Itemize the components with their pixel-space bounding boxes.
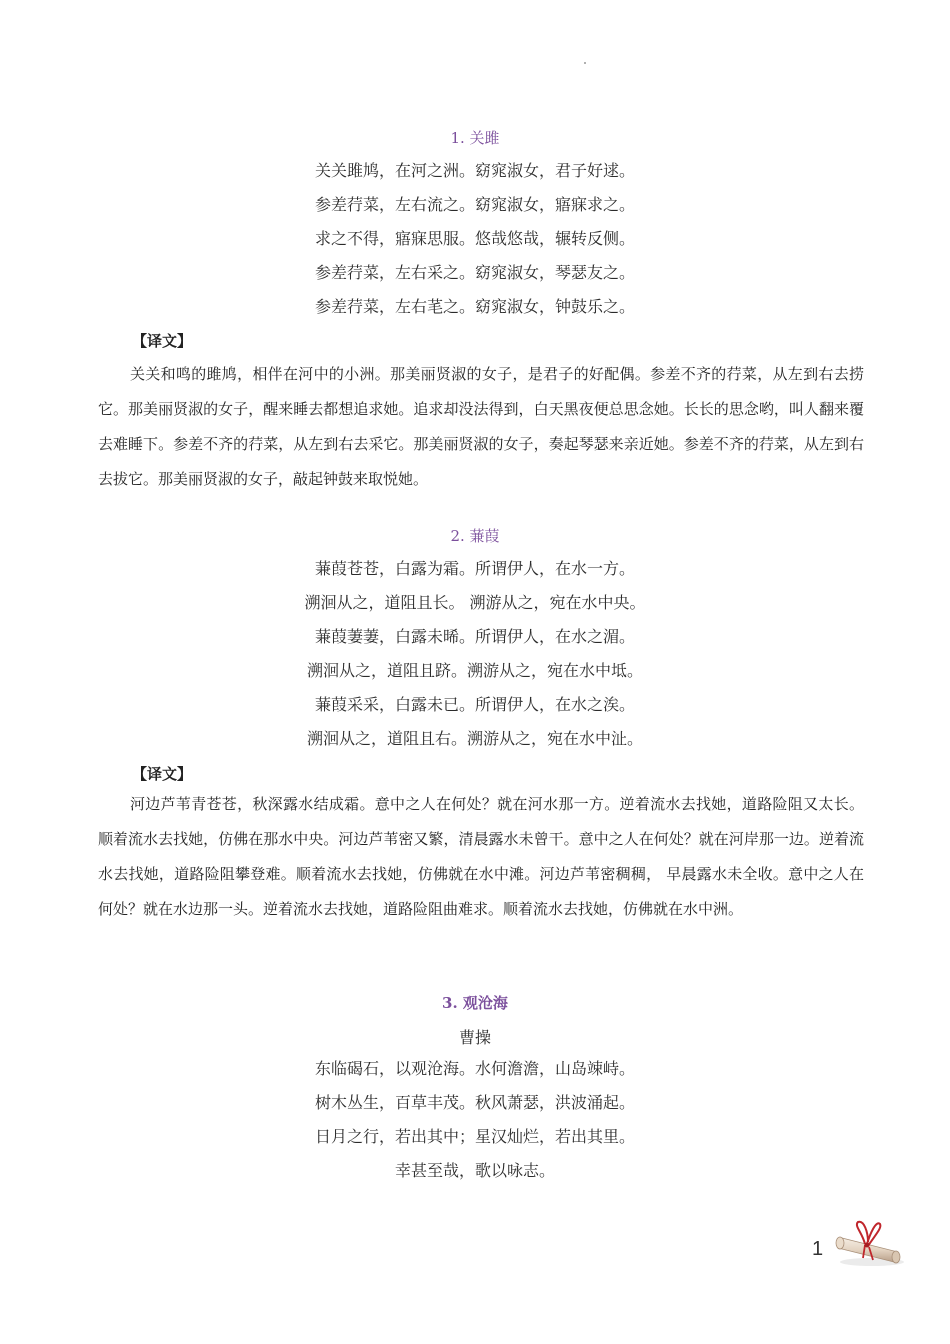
poem-title-guancanghai: 3. 观沧海 <box>442 994 508 1012</box>
header-dot <box>584 62 586 64</box>
poem-line: 蒹葭苍苍，白露为霜。所谓伊人，在水一方。 <box>314 559 635 578</box>
poem-line: 参差荇菜，左右芼之。窈窕淑女，钟鼓乐之。 <box>314 297 635 316</box>
poem-line: 蒹葭萋萋，白露未晞。所谓伊人，在水之湄。 <box>314 627 635 646</box>
poem-line: 关关雎鸠，在河之洲。窈窕淑女，君子好逑。 <box>314 161 635 180</box>
poem-line: 东临碣石，以观沧海。水何澹澹，山岛竦峙。 <box>314 1059 635 1078</box>
poem-body-jianjia <box>0 552 950 756</box>
page-number: 1 <box>812 1238 824 1260</box>
poem-line: 求之不得，寤寐思服。悠哉悠哉，辗转反侧。 <box>314 229 635 248</box>
poem-title-guanju: 1. 关雎 <box>450 129 500 147</box>
poem-line: 日月之行，若出其中；星汉灿烂，若出其里。 <box>314 1127 635 1146</box>
scroll-icon <box>832 1218 912 1268</box>
translation-label: 【译文】 <box>132 765 193 783</box>
poem-title-jianjia: 2. 蒹葭 <box>450 527 500 545</box>
poem-line: 参差荇菜，左右流之。窈窕淑女，寤寐求之。 <box>314 195 635 214</box>
poem-body-guancanghai <box>0 1052 950 1188</box>
poem-line: 溯洄从之，道阻且跻。溯游从之，宛在水中坻。 <box>306 661 643 680</box>
poem-line: 树木丛生，百草丰茂。秋风萧瑟，洪波涌起。 <box>314 1093 635 1112</box>
poem-line: 溯洄从之，道阻且右。溯游从之，宛在水中沚。 <box>306 729 643 748</box>
poem-author: 曹操 <box>458 1028 491 1047</box>
poem-body-guanju <box>0 154 950 324</box>
poem-line: 参差荇菜，左右采之。窈窕淑女，琴瑟友之。 <box>314 263 635 282</box>
poem-line: 幸甚至哉，歌以咏志。 <box>394 1161 555 1180</box>
translation-label: 【译文】 <box>132 332 193 350</box>
translation-text: 河边芦苇青苍苍，秋深露水结成霜。意中之人在何处？就在河水那一方。逆着流水去找她，道路险阻又太长。顺着流水去找她，仿佛在那水中央。河边芦苇密又繁，清晨露水未曾干。意中之人在何处？就在河岸那一边。逆着流水去找她，道路险阻攀登难。顺着流水去找她，仿佛就在水中滩。河边芦苇密稠稠， 早晨露水未全收。意中之人在何处？就在水边那一头。逆着流水去找她，道路险阻曲难求。顺着流水去找她，仿佛就在水中洲。 <box>98 795 864 918</box>
poem-line: 蒹葭采采，白露未已。所谓伊人，在水之涘。 <box>314 695 635 714</box>
poem-line: 溯洄从之，道阻且长。 溯游从之，宛在水中央。 <box>304 593 646 612</box>
translation-text: 关关和鸣的雎鸠，相伴在河中的小洲。那美丽贤淑的女子，是君子的好配偶。参差不齐的荇菜，从左到右去捞它。那美丽贤淑的女子，醒来睡去都想追求她。追求却没法得到，白天黑夜便总思念她。长长的思念哟，叫人翻来覆去难睡下。参差不齐的荇菜，从左到右去采它。那美丽贤淑的女子，奏起琴瑟来亲近她。参差不齐的荇菜，从左到右去拔它。那美丽贤淑的女子，敲起钟鼓来取悦她。 <box>98 365 864 488</box>
